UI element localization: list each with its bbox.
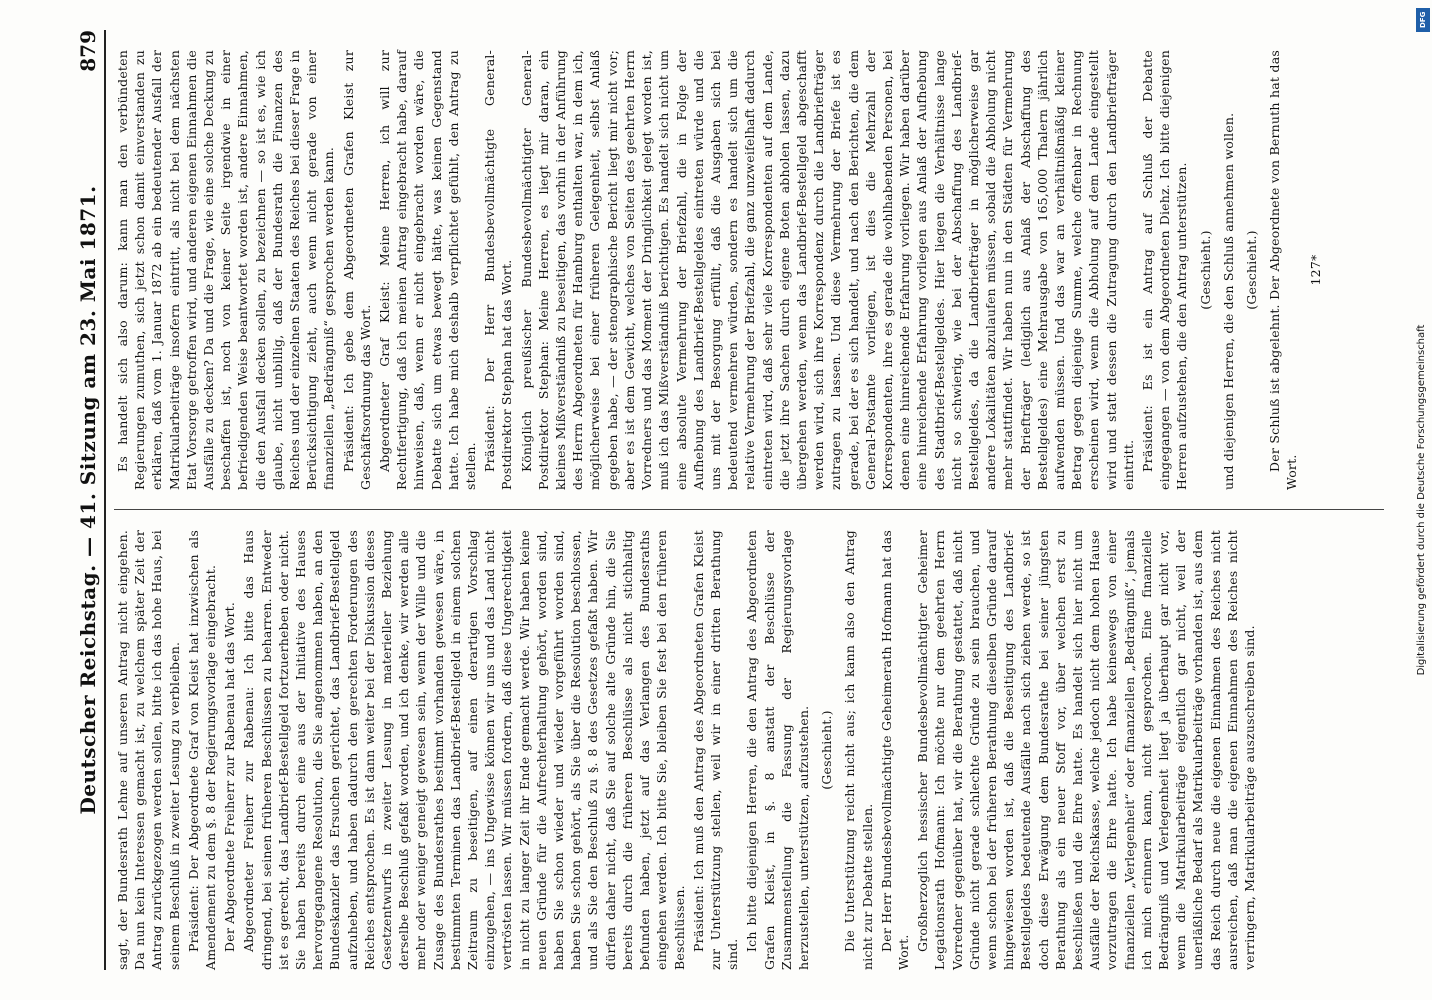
- paragraph: Ich bitte diejenigen Herren, die den Antrag des Abgeordneten Grafen Kleist, in §. 8 anstatt der Beschlüsse der Zusammenstellung die Fassung der Regierungsvorlage herzustellen, unterstützen, aufzustehen.: [744, 530, 811, 970]
- paragraph: Präsident: Der Abgeordnete Graf von Kleist hat inzwischen als Amendement zu dem §. 8 der Regierungsvorlage eingebracht.: [185, 530, 219, 970]
- paragraph: Großherzoglich hessischer Bundesbevollmächtigter Geheimer Legationsrath Hofmann: Ich möchte nur dem geehrten Herrn Vorredner gegenüber hat, wir die Berathung gestattet, daß nicht Gründe nicht gerade schlechte Gründe zu sein brauchen, und wenn schon bei der früheren Berathung dieselben Gründe darauf hingewiesen worden ist, daß die Beseitigung des Landbrief-Bestellgeldes bedeutende Ausfälle nach sich ziehen werde, so ist doch diese Erwägung dem Bundesrathe bei seiner jüngsten Berathung als ein neuer Stoff vor, über welchen erst zu beschließen und die Ehre hatte. Es handelt sich hier nicht um Ausfälle der Reichskasse, welche jedoch nicht dem hohen Hause vorzutragen die Ehre hatte. Ich habe keineswegs von einer finanziellen „Verlegenheit“ oder finanziellen „Bedrängniß“, jemals ich mich erinnern kann, nicht gesprochen. Eine finanzielle Bedrängniß und Verlegenheit liegt ja überhaupt gar nicht vor, wenn die Matrikularbeiträge eigentlich gar nicht, weil der unerläßliche Bedarf als Matrikularbeiträge vorhanden ist, aus dem das Reich durch neue die eigenen Einnahmen des Reiches nicht ausreichen, daß man die eigenen Einnahmen des Reiches nicht verringern, Matrikularbeiträge auszuschreiben sind.: [915, 530, 1257, 970]
- paragraph: Königlich preußischer Bundesbevollmächtigter General-Postdirektor Stephan: Meine Herren, es liegt mir daran, ein kleines Mißverständniß zu beseitigen, das vorhin in der Anführung des Herrn Abgeordneten für Hamburg enthalten war, in dem ich, möglicherweise bei einer früheren Gelegenheit, selbst Anlaß gegeben habe, — der stenographische Bericht liegt mir nicht vor; aber es ist dem Gewicht, welches von Seiten des geehrten Herrn Vorredners und das Moment der Dringlichkeit gelegt worden ist, muß ich das Mißverständniß berichtigen. Es handelt sich nicht um eine absolute Vermehrung der Briefzahl, die in Folge der Aufhebung des Landbrief-Bestellgeldes eintreten würde und die uns mit der Besorgung erfüllt, daß die Ausgaben sich bei bedeutend vermehren würden, sondern es handelt sich um die relative Vermehrung der Briefzahl, die ganz unzweifelhaft dadurch eintreten wird, daß sehr viele Korrespondenten auf dem Lande, die jetzt ihre Sachen durch eigene Boten abholen lassen, dazu übergehen werden, wenn das Landbrief-Bestellgeld abgeschafft werden wird, sich ihre Korrespondenz durch die Landbriefträger zutragen zu lassen. Und diese Vermehrung der Briefe ist es gerade, bei der es sich handelt, und nach den Berichten, die dem General-Postamte vorliegen, ist dies die Mehrzahl der Korrespondenten, ihre es gerade die wohlhabenden Personen, bei denen eine hinreichende Erfahrung vorliegen. Wir haben darüber eine hinreichende Erfahrung vorliegen aus Anlaß der Aufhebung des Stadtbrief-Bestellgeldes. Hier liegen die Verhältnisse lange nicht so schwierig, wie bei der Abschaffung des Landbrief-Bestellgeldes, da die Landbriefträger in möglicherweise gar andere Lokalitäten abzulaufen müssen, sobald die Abholung nicht mehr stattfindet. Wir haben nun in den Städten für Vermehrung der Briefträger (lediglich aus Anlaß der Abschaffung des Bestellgeldes) eine Mehrausgabe von 165,000 Thalern jährlich aufwenden müssen. Und das war an verhältnißmäßig kleiner Betrag gegen diejenige Summe, welche offenbar in Rechnung erscheinen wird, wenn die Abholung auf dem Lande eingestellt wird und statt dessen die Zutragung durch den Landbriefträger eintritt.: [518, 50, 1136, 490]
- column-divider: [114, 509, 1384, 510]
- paragraph: Der Abgeordnete Freiherr zur Rabenau hat das Wort.: [222, 601, 238, 952]
- stage-direction: (Geschieht.): [1197, 230, 1213, 310]
- paragraph: Präsident: Ich gebe dem Abgeordneten Grafen Kleist zur Geschäftsordnung das Wort.: [340, 50, 373, 490]
- page-title: Deutscher Reichstag. — 41. Sitzung am 23. Mai 1871.: [76, 185, 100, 815]
- paragraph: Präsident: Es ist ein Antrag auf Schluß der Debatte eingegangen — von dem Abgeordneten Diehz. Ich bitte diejenigen Herren aufzustehen, die den Antrag unterstützen.: [1139, 50, 1190, 490]
- paragraph: Der Schluß ist abgelehnt. Der Abgeordnete von Bernuth hat das Wort.: [1267, 50, 1300, 490]
- paragraph: sagt, der Bundesrath Lehne auf unseren Antrag nicht eingehen. Da nun kein Interessen gemacht ist, zu welchem später Zeit der Antrag zurückgezogen werden sollen, bitte ich das hohe Haus, bei seinem Beschluß in zweiter Lesung zu verbleiben.: [115, 530, 182, 970]
- digitization-footer: [1412, 10, 1432, 990]
- signature-mark: 127*: [1307, 254, 1323, 286]
- footer-text: Digitalisierung gefördert durch die Deutsche Forschungsgemeinschaft: [1416, 324, 1427, 676]
- text-column-right: [114, 50, 1330, 490]
- paragraph: Präsident: Der Herr Bundesbevollmächtigte General-Postdirektor Stephan hat das Wort.: [482, 50, 515, 490]
- paragraph: Die Unterstützung reicht nicht aus; ich kann also den Antrag nicht zur Debatte stellen.: [842, 530, 875, 970]
- stage-direction: (Geschieht.): [1244, 230, 1259, 310]
- paragraph: Es handelt sich also darum: kann man den verbündeten Regierungen zumuthen, sich jetzt schon damit einverstanden zu erklären, daß vom 1. Januar 1872 ab ein bedeutender Ausfall der Matrikularbeiträge insofern eintritt, als nicht bei dem nächsten Etat Vorsorge getroffen wird, und anderen eigenen Einnahmen die Ausfälle zu decken? Da und die Frage, wie eine solche Deckung zu beschaffen ist, noch von keiner Seite irgendwie in einer befriedigenden Weise beantwortet worden ist, andere Einnahmen, die den Ausfall decken sollen, zu bezeichnen — so ist es, wie ich glaube, nicht unbillig, daß der Bundesrath die Finanzen des Reiches und der einzelnen Staaten des Reiches bei dieser Frage in Berücksichtigung zieht, auch wenn nicht gerade von einer finanziellen „Bedrängniß“ gesprochen werden kann.: [115, 50, 337, 490]
- rotated-page: [70, 20, 1400, 980]
- paragraph: Abgeordneter Graf Kleist: Meine Herren, ich will zur Rechtfertigung, daß ich meinen Antrag eingebracht habe, darauf hinweisen, daß, wenn er nicht eingebracht worden wäre, die Debatte sich um etwas bewegt hätte, was keinen Gegenstand hatte. Ich habe mich deshalb verpflichtet gefühlt, den Antrag zu stellen.: [377, 50, 479, 490]
- dfg-logo-icon: DFG: [1416, 8, 1430, 32]
- page-header: [70, 30, 106, 970]
- paragraph: Der Herr Bundesbevollmächtigte Geheimerath Hofmann hat das Wort.: [878, 530, 911, 970]
- text-column-left: [114, 530, 1260, 970]
- page-number: 879: [76, 30, 100, 72]
- paragraph: Abgeordneter Freiherr zur Rabenau: Ich bitte das Haus dringend, bei seinen früheren Beschlüssen zu beharren. Entweder ist es gerecht, das Landbrief-Bestellgeld fortzuerheben oder nicht. Sie haben bereits durch eine aus der Initiative des Hauses hervorgegangene Resolution, die Sie angenommen haben, an den Bundeskanzler das Ersuchen gerichtet, das Landbrief-Bestellgeld aufzuheben, und haben dadurch den gerechten Forderungen des Reiches entsprochen. Es ist dann weiter bei der Diskussion dieses Gesetzentwurfs in zweiter Lesung in materieller Beziehung derselbe Beschluß gefaßt worden, und ich denke, wir werden alle mehr oder weniger geneigt gewesen sein, wenn der Wille und die Zusage des Bundesrathes bestimmt vorhanden gewesen wäre, in bestimmten Terminen das Landbrief-Bestellgeld in einem solchen Zeitraum zu beseitigen, auf einen derartigen Vorschlag einzugehen, — ins Ungewisse können wir uns und das Land nicht vertrösten lassen. Wir müssen fordern, daß diese Ungerechtigkeit in nicht zu langer Zeit ihr Ende gemacht werde. Wir haben keine neuen Gründe für die Aufrechterhaltung gehört, worden sind, haben Sie schon wieder und wieder vorgeführt worden sind, haben Sie schon gehört, als Sie über die Resolution beschlossen, und als Sie den Beschluß zu §. 8 des Gesetzes gefaßt haben. Wir dürfen daher nicht, daß Sie auf solche alte Gründe hin, die Sie bereits durch die früheren Beschlüsse als nicht stichhaltig befunden haben, jetzt auf das Verlangen des Bundesraths eingehen werden. Ich bitte Sie, bleiben Sie fest bei den früheren Beschlüssen.: [241, 530, 687, 970]
- paragraph: und diejenigen Herren, die den Schluß annehmen wollen.: [1220, 112, 1236, 490]
- stage-direction: (Geschieht.): [819, 710, 835, 790]
- paragraph: Präsident: Ich muß den Antrag des Abgeordneten Grafen Kleist zur Unterstützung stellen, weil wir in einer dritten Berathung sind.: [690, 530, 741, 970]
